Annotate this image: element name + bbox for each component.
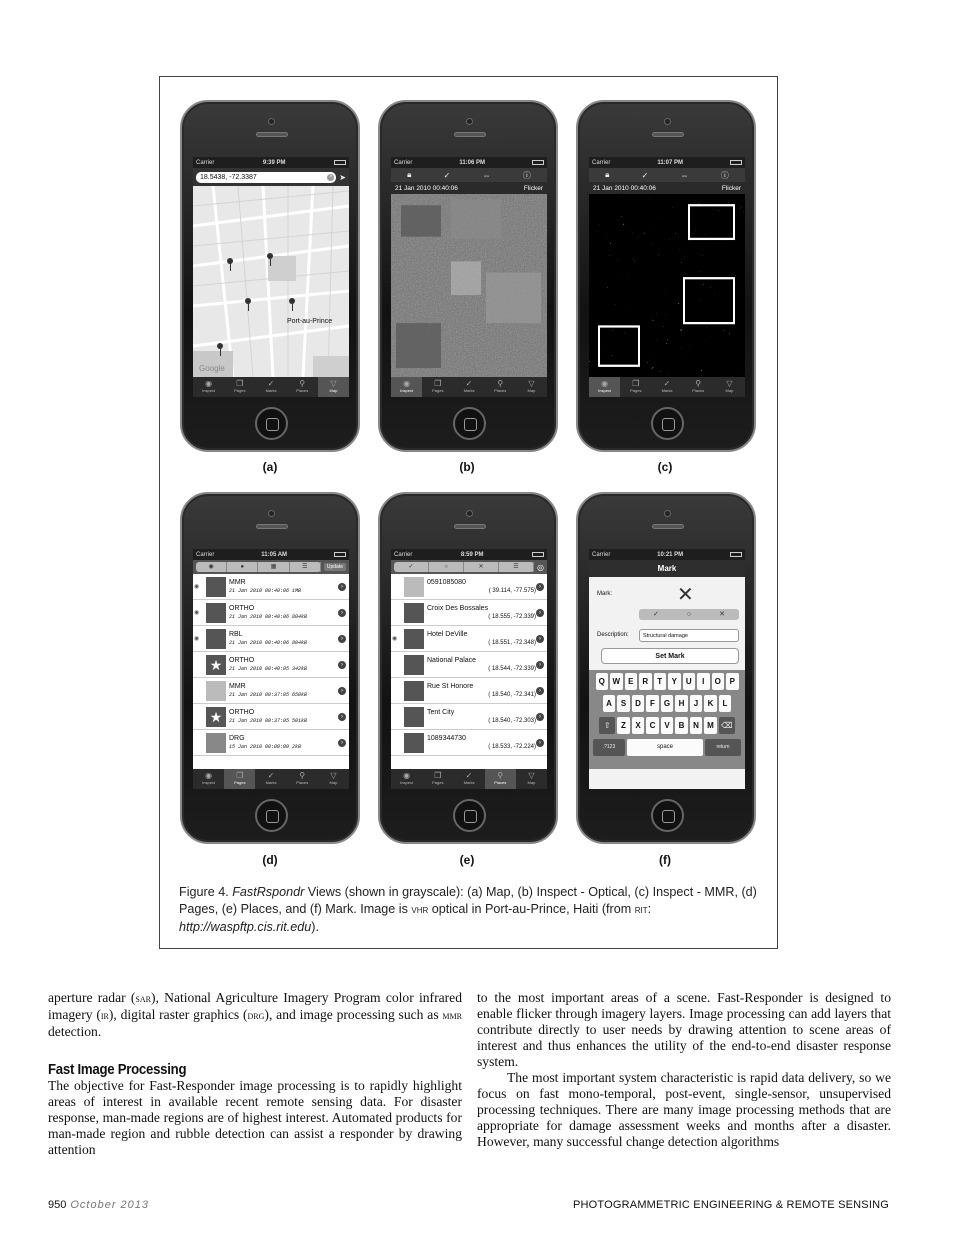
tab-pages[interactable]: ❐ Pages	[224, 769, 255, 789]
clock-time: 11:07 PM	[657, 159, 684, 166]
map-pin[interactable]	[217, 343, 223, 349]
map-streets-graphic	[193, 186, 349, 377]
swap-arrows-icon[interactable]: ⇔	[482, 170, 491, 180]
home-button[interactable]	[651, 407, 684, 440]
detail-chevron-icon[interactable]: ›	[536, 739, 544, 747]
thumbnail	[206, 681, 226, 701]
mark-label: Mark:	[597, 591, 612, 597]
screen	[589, 157, 745, 397]
carrier-label: Carrier	[394, 551, 413, 558]
tab-bar	[193, 769, 349, 789]
home-button[interactable]	[255, 407, 288, 440]
home-button[interactable]	[651, 799, 684, 832]
key-e[interactable]: E	[625, 673, 638, 690]
locate-arrow-icon[interactable]: ➤	[339, 172, 346, 182]
lock-icon[interactable]: 🔒︎	[605, 170, 610, 179]
visible-eye-icon[interactable]: ◉	[194, 584, 200, 590]
map-icon: ▽	[528, 379, 535, 388]
search-value: 18.5438, -72.3387	[200, 173, 257, 181]
page-number: 950	[48, 1199, 67, 1211]
eye-icon: ◉	[403, 771, 411, 780]
nav-title: Mark	[589, 560, 745, 577]
detail-chevron-icon[interactable]: ›	[338, 687, 346, 695]
key-n[interactable]: N	[690, 717, 703, 734]
detail-chevron-icon[interactable]: ›	[536, 713, 544, 721]
keyboard-row	[591, 673, 743, 690]
swap-arrows-icon[interactable]: ⇔	[680, 170, 689, 180]
detail-chevron-icon[interactable]: ›	[536, 687, 544, 695]
subfigure-label-f: (f)	[659, 853, 671, 867]
key-z[interactable]: Z	[617, 717, 630, 734]
status-bar	[193, 549, 349, 560]
carrier-label: Carrier	[592, 159, 611, 166]
tab-inspect[interactable]: ◉ Inspect	[391, 769, 422, 789]
map-pin[interactable]	[227, 258, 233, 264]
space-key[interactable]: space	[627, 739, 703, 756]
phone-f-mark	[576, 492, 756, 844]
image-date: 21 Jan 2010 00:40:06	[593, 184, 656, 192]
check-icon: ✓	[394, 562, 429, 572]
tab-marks[interactable]: ✓ Marks	[255, 769, 286, 789]
x-mark-icon: ✕	[677, 584, 694, 606]
key-h[interactable]: H	[675, 695, 688, 712]
key-a[interactable]: A	[603, 695, 616, 712]
aerial-optical-image[interactable]	[391, 194, 547, 377]
status-bar	[391, 157, 547, 168]
figure-caption: Figure 4. FastRspondr Views (shown in grayscale): (a) Map, (b) Inspect - Optical, (c) Inspect - MMR, (d) Pages, (e) Places, and (f) Mark. Image is vhr optical in Port-au-Prince, Haiti (from rit: http://waspftp.cis.rit.edu).	[179, 885, 757, 934]
detail-chevron-icon[interactable]: ›	[536, 583, 544, 591]
list-item[interactable]: ★ ORTHO 21 Jan 2010 00:37:05 501kB ›	[193, 704, 349, 730]
clock-time: 9:39 PM	[262, 159, 286, 166]
grid-icon: ▦	[258, 562, 289, 572]
check-icon[interactable]: ✓	[443, 170, 451, 180]
carrier-label: Carrier	[394, 159, 413, 166]
check-icon[interactable]: ✓	[641, 170, 649, 180]
key-k[interactable]: K	[704, 695, 717, 712]
speaker-grille	[454, 524, 486, 529]
key-v[interactable]: V	[661, 717, 674, 734]
screen	[391, 157, 547, 397]
key-i[interactable]: I	[697, 673, 710, 690]
speaker-grille	[256, 524, 288, 529]
list-item[interactable]: MMR 21 Jan 2010 00:37:05 650kB ›	[193, 678, 349, 704]
battery-icon	[334, 552, 346, 557]
description-label: Description:	[597, 632, 629, 638]
check-icon: ✓	[653, 611, 659, 618]
set-mark-button[interactable]: Set Mark	[601, 648, 739, 664]
detail-chevron-icon[interactable]: ›	[536, 609, 544, 617]
tab-map[interactable]: ▽ Map	[318, 769, 349, 789]
page-footer-left	[48, 1199, 149, 1211]
inspect-toolbar	[589, 168, 745, 182]
thumbnail	[206, 629, 226, 649]
segmented-control[interactable]	[394, 562, 534, 572]
list-icon: ☰	[290, 562, 321, 572]
camera-icon	[664, 510, 671, 517]
tab-map[interactable]: ▽ Map	[516, 377, 547, 397]
pages-list	[193, 574, 349, 756]
keyboard-row	[591, 695, 743, 712]
shift-key-icon[interactable]: ⇧	[599, 717, 615, 734]
image-date: 21 Jan 2010 00:40:06	[395, 184, 458, 192]
list-item[interactable]: National Palace ( 18.544, -72.339) ›	[391, 652, 547, 678]
onscreen-keyboard	[589, 670, 745, 769]
key-q[interactable]: Q	[596, 673, 609, 690]
subfigure-label-a: (a)	[262, 460, 278, 474]
subfigure-label-d: (d)	[262, 853, 278, 867]
status-bar	[391, 549, 547, 560]
paragraph: The objective for Fast-Responder image processing is to rapidly highlight areas of interest in available recent remote sensing data. For disaster response, man-made regions are of highest interest. Automated products for man-made region and rubble detection can assist a responder by drawing attention	[48, 1078, 462, 1157]
detail-chevron-icon[interactable]: ›	[338, 609, 346, 617]
visible-eye-icon[interactable]: ◉	[194, 636, 200, 642]
detail-chevron-icon[interactable]: ›	[338, 635, 346, 643]
key-l[interactable]: L	[719, 695, 732, 712]
camera-icon	[664, 118, 671, 125]
map-icon: ▽	[330, 379, 337, 388]
thumbnail	[404, 655, 424, 675]
carrier-label: Carrier	[196, 159, 215, 166]
tab-pages[interactable]: ❐ Pages	[224, 377, 255, 397]
home-button[interactable]	[453, 799, 486, 832]
pin-icon: ⚲	[299, 771, 306, 780]
detail-chevron-icon[interactable]: ›	[338, 583, 346, 591]
map-pin[interactable]	[289, 298, 295, 304]
phone-d-pages	[180, 492, 360, 844]
tab-bar	[589, 377, 745, 397]
tab-pages[interactable]: ❐ Pages	[422, 769, 453, 789]
map-pin[interactable]	[267, 253, 273, 259]
flicker-mode-label[interactable]: Flicker	[523, 184, 543, 192]
key-p[interactable]: P	[726, 673, 739, 690]
mark-type-selector[interactable]	[639, 609, 739, 620]
inspect-toolbar	[391, 168, 547, 182]
detail-chevron-icon[interactable]: ›	[338, 661, 346, 669]
settings-icon[interactable]: ◎	[537, 562, 544, 572]
street-map[interactable]	[193, 186, 349, 377]
eye-icon: ◉	[196, 562, 227, 572]
paragraph: The most important system characteristic is rapid data delivery, so we focus on fast mono-temporal, post-event, single-sensor, unsupervised processing techniques. There are many image processing methods that are appropriate for damage assessment weeks and months after a disaster. However, many successful change detection algorithms	[477, 1070, 891, 1149]
pages-icon: ❐	[236, 771, 244, 780]
speaker-grille	[256, 132, 288, 137]
phone-a-map-view	[180, 100, 360, 452]
flicker-mode-label[interactable]: Flicker	[721, 184, 741, 192]
list-item[interactable]: DRG 15 Jan 2010 00:00:00 2kB ›	[193, 730, 349, 756]
lock-icon[interactable]: 🔒︎	[407, 170, 412, 179]
key-w[interactable]: W	[610, 673, 623, 690]
camera-icon	[466, 510, 473, 517]
dot-icon: ●	[227, 562, 258, 572]
speaker-grille	[652, 524, 684, 529]
pages-icon: ❐	[434, 379, 442, 388]
check-icon: ✓	[465, 771, 473, 780]
list-item[interactable]: Tent City ( 18.540, -72.303) ›	[391, 704, 547, 730]
key-t[interactable]: T	[654, 673, 667, 690]
subfigure-label-b: (b)	[459, 460, 475, 474]
key-s[interactable]: S	[617, 695, 630, 712]
clock-time: 10:21 PM	[657, 551, 684, 558]
detail-chevron-icon[interactable]: ›	[536, 635, 544, 643]
visible-eye-icon[interactable]: ◉	[392, 636, 398, 642]
image-date-bar	[391, 182, 547, 194]
check-icon: ✓	[267, 771, 275, 780]
tab-places[interactable]: ⚲ Places	[287, 377, 318, 397]
tab-places[interactable]: ⚲ Places	[485, 377, 516, 397]
tab-bar	[391, 377, 547, 397]
coordinate-search-input[interactable]	[196, 172, 336, 183]
key-o[interactable]: O	[712, 673, 725, 690]
check-icon: ✓	[267, 379, 275, 388]
map-brand-logo: Google	[199, 364, 225, 373]
source-url-link[interactable]: http://waspftp.cis.rit.edu	[179, 920, 312, 934]
list-item[interactable]: 1089344730 ( 18.533, -72.224) ›	[391, 730, 547, 756]
thumbnail	[206, 733, 226, 753]
list-item[interactable]: ◉ MMR 21 Jan 2010 00:40:06 1MB ›	[193, 574, 349, 600]
keyboard-row	[591, 739, 743, 756]
tab-inspect[interactable]: ◉ Inspect	[391, 377, 422, 397]
list-item[interactable]: Rue St Honore ( 18.540, -72.341) ›	[391, 678, 547, 704]
tab-inspect[interactable]: ◉ Inspect	[589, 377, 620, 397]
image-date-bar	[589, 182, 745, 194]
key-x[interactable]: X	[632, 717, 645, 734]
eye-icon: ◉	[403, 379, 411, 388]
pages-icon: ❐	[632, 379, 640, 388]
subfigure-label-e: (e)	[459, 853, 475, 867]
tab-inspect[interactable]: ◉ Inspect	[193, 769, 224, 789]
key-j[interactable]: J	[690, 695, 703, 712]
clock-time: 11:05 AM	[261, 551, 288, 558]
update-button[interactable]: Update	[324, 563, 346, 571]
list-icon: ☰	[499, 562, 534, 572]
phone-c-inspect-mmr	[576, 100, 756, 452]
aerial-mmr-image[interactable]	[589, 194, 745, 377]
issue-date: October 2013	[70, 1199, 150, 1211]
home-button[interactable]	[453, 407, 486, 440]
list-item[interactable]: 0591085080 ( 39.114, -77.575) ›	[391, 574, 547, 600]
map-city-label: Port-au-Prince	[287, 318, 333, 325]
list-item[interactable]: Croix Des Bossales ( 18.555, -72.339) ›	[391, 600, 547, 626]
x-icon: ✕	[719, 611, 725, 618]
description-input[interactable]: Structural damage	[639, 629, 739, 642]
speaker-grille	[454, 132, 486, 137]
screen	[589, 549, 745, 789]
screen	[391, 549, 547, 789]
info-icon[interactable]: ⓘ	[522, 170, 531, 180]
key-u[interactable]: U	[683, 673, 696, 690]
map-icon: ▽	[528, 771, 535, 780]
pin-icon: ⚲	[695, 379, 702, 388]
list-item[interactable]: ◉ ORTHO 21 Jan 2010 00:40:06 804kB ›	[193, 600, 349, 626]
paragraph: to the most important areas of a scene. Fast-Responder is designed to enable flicker through imagery layers. Image processing can add layers that contribute directly to user needs by drawing attention to scene areas of interest and thus enhances the utility of the end-to-end disaster response system.	[477, 990, 891, 1069]
home-button[interactable]	[255, 799, 288, 832]
tab-places[interactable]: ⚲ Places	[287, 769, 318, 789]
layer-filter-bar	[193, 560, 349, 574]
pin-icon: ⚲	[299, 379, 306, 388]
info-icon[interactable]: ⓘ	[720, 170, 729, 180]
clock-time: 8:59 PM	[460, 551, 484, 558]
key-m[interactable]: M	[704, 717, 717, 734]
tab-bar	[193, 377, 349, 397]
detail-chevron-icon[interactable]: ›	[338, 739, 346, 747]
detail-chevron-icon[interactable]: ›	[536, 661, 544, 669]
list-item[interactable]: ◉ Hotel DeVille ( 18.551, -72.348) ›	[391, 626, 547, 652]
numbers-key[interactable]: .?123	[593, 739, 625, 756]
list-item[interactable]: ◉ RBL 21 Jan 2010 00:40:06 804kB ›	[193, 626, 349, 652]
key-r[interactable]: R	[639, 673, 652, 690]
eye-icon: ◉	[205, 379, 213, 388]
key-f[interactable]: F	[646, 695, 659, 712]
clock-time: 11:06 PM	[459, 159, 486, 166]
pin-icon: ⚲	[497, 771, 504, 780]
tab-inspect[interactable]: ◉ Inspect	[193, 377, 224, 397]
right-column	[477, 990, 891, 1150]
star-icon: ★	[206, 707, 226, 727]
screen	[193, 549, 349, 789]
tab-marks[interactable]: ✓ Marks	[453, 377, 484, 397]
thumbnail	[404, 603, 424, 623]
paragraph: aperture radar (sar), National Agriculture Imagery Program color infrared imagery (ir), digital raster graphics (drg), and image processing such as mmr detection.	[48, 990, 462, 1039]
keyboard-row	[591, 717, 743, 734]
backspace-key-icon[interactable]: ⌫	[719, 717, 735, 734]
camera-icon	[268, 118, 275, 125]
battery-icon	[532, 552, 544, 557]
clear-icon[interactable]: ×	[327, 174, 334, 181]
tab-marks[interactable]: ✓ Marks	[651, 377, 682, 397]
places-list	[391, 574, 547, 756]
pages-icon: ❐	[236, 379, 244, 388]
thumbnail	[404, 629, 424, 649]
detail-chevron-icon[interactable]: ›	[338, 713, 346, 721]
battery-icon	[532, 160, 544, 165]
key-g[interactable]: G	[661, 695, 674, 712]
list-item[interactable]: ★ ORTHO 21 Jan 2010 00:40:05 342kB ›	[193, 652, 349, 678]
tab-marks[interactable]: ✓ Marks	[453, 769, 484, 789]
phone-e-places	[378, 492, 558, 844]
places-filter-bar	[391, 560, 547, 574]
key-c[interactable]: C	[646, 717, 659, 734]
map-icon: ▽	[726, 379, 733, 388]
check-icon: ✓	[663, 379, 671, 388]
segmented-control[interactable]	[196, 562, 321, 572]
circle-icon: ○	[429, 562, 464, 572]
circle-icon: ○	[686, 611, 692, 618]
left-column	[48, 990, 462, 1158]
map-icon: ▽	[330, 771, 337, 780]
tab-map[interactable]: ▽ Map	[318, 377, 349, 397]
status-bar	[193, 157, 349, 168]
status-bar	[589, 157, 745, 168]
pin-icon: ⚲	[497, 379, 504, 388]
battery-icon	[334, 160, 346, 165]
section-heading: Fast Image Processing	[48, 1061, 187, 1078]
key-d[interactable]: D	[632, 695, 645, 712]
thumbnail	[206, 603, 226, 623]
visible-eye-icon[interactable]: ◉	[194, 610, 200, 616]
pages-icon: ❐	[434, 771, 442, 780]
phone-b-inspect-optical	[378, 100, 558, 452]
thumbnail	[404, 733, 424, 753]
battery-icon	[730, 160, 742, 165]
status-bar	[589, 549, 745, 560]
star-icon: ★	[206, 655, 226, 675]
screen	[193, 157, 349, 397]
camera-icon	[466, 118, 473, 125]
check-icon: ✓	[465, 379, 473, 388]
tab-pages[interactable]: ❐ Pages	[422, 377, 453, 397]
key-b[interactable]: B	[675, 717, 688, 734]
tab-pages[interactable]: ❐ Pages	[620, 377, 651, 397]
eye-icon: ◉	[205, 771, 213, 780]
tab-bar	[391, 769, 547, 789]
subfigure-label-c: (c)	[657, 460, 673, 474]
camera-icon	[268, 510, 275, 517]
battery-icon	[730, 552, 742, 557]
thumbnail	[206, 577, 226, 597]
tab-places[interactable]: ⚲ Places	[683, 377, 714, 397]
tab-map[interactable]: ▽ Map	[516, 769, 547, 789]
carrier-label: Carrier	[196, 551, 215, 558]
journal-name: PHOTOGRAMMETRIC ENGINEERING & REMOTE SENSING	[572, 1199, 889, 1211]
key-y[interactable]: Y	[668, 673, 681, 690]
tab-places[interactable]: ⚲ Places	[485, 769, 516, 789]
tab-map[interactable]: ▽ Map	[714, 377, 745, 397]
map-search-bar	[193, 168, 349, 186]
x-icon: ✕	[464, 562, 499, 572]
carrier-label: Carrier	[592, 551, 611, 558]
thumbnail	[404, 681, 424, 701]
speaker-grille	[652, 132, 684, 137]
thumbnail	[404, 707, 424, 727]
map-pin[interactable]	[245, 298, 251, 304]
eye-icon: ◉	[601, 379, 609, 388]
return-key[interactable]: return	[705, 739, 741, 756]
tab-marks[interactable]: ✓ Marks	[255, 377, 286, 397]
thumbnail	[404, 577, 424, 597]
